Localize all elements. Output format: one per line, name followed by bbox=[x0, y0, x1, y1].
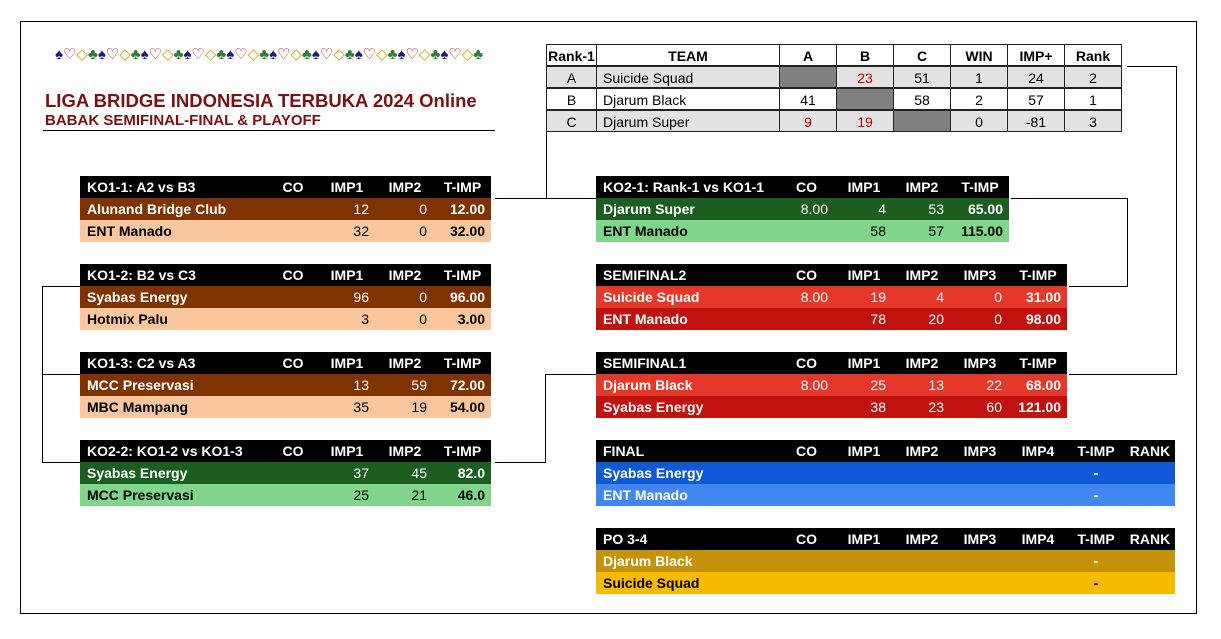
team-row bbox=[596, 550, 1175, 572]
match-title: SEMIFINAL1 bbox=[603, 355, 687, 371]
team-row bbox=[80, 286, 491, 308]
standings-cell-imp: 57 bbox=[1007, 88, 1065, 110]
cell-imp1: 35 bbox=[353, 399, 369, 415]
standings-cell-rank: 2 bbox=[1064, 66, 1122, 88]
cell-imp1 bbox=[835, 550, 893, 572]
cell-co: 8.00 bbox=[800, 201, 828, 217]
team-name: ENT Manado bbox=[603, 223, 688, 239]
connector-ko2-2-left bbox=[42, 462, 80, 463]
col-header-team: TEAM bbox=[596, 44, 780, 66]
cell-imp2: 59 bbox=[411, 377, 427, 393]
col-header-t-imp: T-IMP bbox=[443, 443, 482, 459]
col-header-imp1: IMP1 bbox=[847, 267, 881, 283]
cell-imp2: 0 bbox=[419, 311, 427, 327]
connector-ko2-2-right bbox=[495, 462, 546, 463]
cell-imp1: 37 bbox=[353, 465, 369, 481]
cell-co bbox=[778, 550, 835, 572]
standings-cell-win: 2 bbox=[950, 88, 1008, 110]
col-header-co: CO bbox=[796, 267, 817, 283]
cell-t-imp: 68.00 bbox=[1025, 377, 1061, 393]
cell-imp2: 53 bbox=[928, 201, 944, 217]
col-header-co: CO bbox=[796, 531, 817, 547]
cell-co: 8.00 bbox=[800, 377, 828, 393]
col-header-imp1: IMP1 bbox=[330, 443, 364, 459]
standings-row-id: B bbox=[546, 88, 597, 110]
cell-rank bbox=[1125, 462, 1175, 484]
team-row bbox=[596, 286, 1067, 308]
cell-t-imp: 72.00 bbox=[449, 377, 485, 393]
col-header-imp-plus: IMP+ bbox=[1007, 44, 1065, 66]
cell-imp3: 22 bbox=[986, 377, 1002, 393]
team-name: Djarum Black bbox=[603, 377, 693, 393]
cell-imp2 bbox=[893, 484, 951, 506]
col-header-rank1: Rank-1 bbox=[546, 44, 597, 66]
cell-imp3 bbox=[951, 462, 1009, 484]
col-header-imp1: IMP1 bbox=[330, 267, 364, 283]
match-title: SEMIFINAL2 bbox=[603, 267, 687, 283]
col-header-imp2: IMP2 bbox=[388, 179, 422, 195]
col-header-imp2: IMP2 bbox=[905, 267, 939, 283]
match-title: FINAL bbox=[603, 443, 645, 459]
table-header-row bbox=[80, 352, 491, 374]
standings-team: Djarum Super bbox=[596, 110, 780, 132]
standings-cell-c: 58 bbox=[893, 88, 951, 110]
cell-imp2: 19 bbox=[411, 399, 427, 415]
cell-co bbox=[268, 220, 318, 242]
standings-cell-win: 0 bbox=[950, 110, 1008, 132]
col-header-imp1: IMP1 bbox=[330, 179, 364, 195]
col-header-co: CO bbox=[282, 179, 304, 195]
standings-cell-self bbox=[836, 88, 894, 110]
cell-imp4 bbox=[1009, 462, 1067, 484]
cell-co bbox=[778, 220, 835, 242]
cell-co bbox=[268, 308, 318, 330]
col-header-rank: RANK bbox=[1129, 443, 1171, 459]
col-header-t-imp: T-IMP bbox=[1019, 355, 1057, 371]
cell-t-imp: 121.00 bbox=[1018, 399, 1061, 415]
cell-co bbox=[778, 396, 835, 418]
cell-imp1: 19 bbox=[870, 289, 886, 305]
col-header-t-imp: T-IMP bbox=[443, 179, 482, 195]
col-header-co: CO bbox=[282, 355, 304, 371]
cell-imp3 bbox=[951, 572, 1009, 594]
connector-semi2-right bbox=[1069, 286, 1128, 287]
cell-imp2: 23 bbox=[928, 399, 944, 415]
team-name: Syabas Energy bbox=[87, 465, 188, 481]
cell-imp3 bbox=[951, 550, 1009, 572]
cell-rank bbox=[1125, 550, 1175, 572]
cell-co bbox=[268, 484, 318, 506]
table-header-row bbox=[596, 352, 1067, 374]
col-header-t-imp: T-IMP bbox=[961, 179, 999, 195]
cell-co bbox=[778, 308, 835, 330]
team-row bbox=[596, 220, 1009, 242]
cell-t-imp: 96.00 bbox=[449, 289, 485, 305]
cell-imp2: 4 bbox=[936, 289, 944, 305]
cell-imp4 bbox=[1009, 550, 1067, 572]
team-row bbox=[80, 308, 491, 330]
standings-cell-c: 51 bbox=[893, 66, 951, 88]
cell-imp3: 0 bbox=[994, 311, 1002, 327]
col-header-imp4: IMP4 bbox=[1021, 443, 1055, 459]
standings-cell-self bbox=[779, 66, 837, 88]
col-header-imp1: IMP1 bbox=[847, 531, 881, 547]
connector-ko2-1-right bbox=[1011, 198, 1128, 199]
cell-imp3: 60 bbox=[986, 399, 1002, 415]
standings-cell-imp: 24 bbox=[1007, 66, 1065, 88]
connector-ko1-3-left bbox=[42, 374, 80, 375]
team-name: MBC Mampang bbox=[87, 399, 189, 415]
cell-co bbox=[268, 286, 318, 308]
table-header-row bbox=[80, 176, 491, 198]
col-header-imp3: IMP3 bbox=[963, 531, 997, 547]
cell-t-imp: 115.00 bbox=[960, 223, 1003, 239]
cell-imp1: 25 bbox=[870, 377, 886, 393]
standings-team: Djarum Black bbox=[596, 88, 780, 110]
team-row bbox=[80, 220, 491, 242]
cell-imp4 bbox=[1009, 484, 1067, 506]
col-header-imp2: IMP2 bbox=[905, 531, 939, 547]
cell-imp1: 58 bbox=[870, 223, 886, 239]
cell-co: 8.00 bbox=[800, 289, 828, 305]
title-underline bbox=[43, 130, 495, 131]
standings-cell-a: 41 bbox=[779, 88, 837, 110]
table-header-row bbox=[596, 440, 1175, 462]
cell-t-imp: - bbox=[1093, 553, 1099, 569]
col-header-co: CO bbox=[796, 355, 817, 371]
col-header-t-imp: T-IMP bbox=[443, 355, 482, 371]
col-header-c: C bbox=[893, 44, 951, 66]
standings-cell-imp: -81 bbox=[1007, 110, 1065, 132]
team-name: ENT Manado bbox=[603, 487, 688, 503]
cell-imp2: 57 bbox=[928, 223, 944, 239]
cell-imp1: 13 bbox=[353, 377, 369, 393]
col-header-imp1: IMP1 bbox=[847, 443, 881, 459]
connector-ko1-2-left bbox=[42, 286, 80, 287]
col-header-t-imp: T-IMP bbox=[1077, 531, 1115, 547]
connector-standings-right bbox=[1127, 66, 1177, 67]
cell-t-imp: 65.00 bbox=[967, 201, 1003, 217]
cell-imp2: 21 bbox=[411, 487, 427, 503]
cell-t-imp: - bbox=[1093, 487, 1099, 503]
col-header-imp4: IMP4 bbox=[1021, 531, 1055, 547]
team-row bbox=[596, 308, 1067, 330]
col-header-imp1: IMP1 bbox=[847, 355, 881, 371]
page-subtitle: BABAK SEMIFINAL-FINAL & PLAYOFF bbox=[45, 112, 321, 129]
cell-imp2: 20 bbox=[928, 311, 944, 327]
col-header-rank: RANK bbox=[1129, 531, 1171, 547]
col-header-imp3: IMP3 bbox=[963, 355, 997, 371]
cell-imp4 bbox=[1009, 572, 1067, 594]
col-header-imp3: IMP3 bbox=[963, 267, 997, 283]
cell-imp2: 0 bbox=[419, 289, 427, 305]
match-title: PO 3-4 bbox=[603, 531, 648, 547]
standings-cell-self bbox=[893, 110, 951, 132]
connector-ko2-1-down bbox=[1127, 198, 1128, 287]
cell-co bbox=[268, 396, 318, 418]
standings-row-id: C bbox=[546, 110, 597, 132]
cell-imp2 bbox=[893, 462, 951, 484]
connector-right-vertical bbox=[1176, 66, 1177, 375]
page-title: LIGA BRIDGE INDONESIA TERBUKA 2024 Online bbox=[45, 90, 477, 111]
cell-imp2: 0 bbox=[419, 223, 427, 239]
team-name: Suicide Squad bbox=[603, 575, 700, 591]
team-name: Djarum Black bbox=[603, 553, 693, 569]
cell-imp3 bbox=[951, 484, 1009, 506]
col-header-imp3: IMP3 bbox=[963, 443, 997, 459]
cell-imp2 bbox=[893, 550, 951, 572]
col-header-t-imp: T-IMP bbox=[443, 267, 482, 283]
col-header-imp2: IMP2 bbox=[905, 443, 939, 459]
cell-co bbox=[778, 462, 835, 484]
cell-imp1: 32 bbox=[353, 223, 369, 239]
standings-team: Suicide Squad bbox=[596, 66, 780, 88]
cell-co bbox=[268, 198, 318, 220]
col-header-imp1: IMP1 bbox=[330, 355, 364, 371]
cell-t-imp: 82.0 bbox=[457, 465, 485, 481]
standings-cell-rank: 1 bbox=[1064, 88, 1122, 110]
col-header-imp2: IMP2 bbox=[388, 267, 422, 283]
team-row bbox=[80, 396, 491, 418]
cell-imp1 bbox=[835, 484, 893, 506]
table-header-row bbox=[596, 176, 1009, 198]
team-name: Alunand Bridge Club bbox=[87, 201, 227, 217]
cell-rank bbox=[1125, 484, 1175, 506]
team-row bbox=[596, 572, 1175, 594]
match-title: KO1-2: B2 vs C3 bbox=[87, 267, 196, 283]
standings-row-id: A bbox=[546, 66, 597, 88]
cell-imp1: 25 bbox=[353, 487, 369, 503]
col-header-imp2: IMP2 bbox=[905, 179, 939, 195]
col-header-co: CO bbox=[282, 267, 304, 283]
suit-banner: ♠♡◇♣♠♡◇♣♠♡◇♣♠♡◇♣♠♡◇♣♠♡◇♣♠♡◇♣♠♡◇♣♠♡◇♣♠♡◇♣ bbox=[55, 46, 484, 63]
match-title: KO2-2: KO1-2 vs KO1-3 bbox=[87, 443, 243, 459]
match-title: KO1-3: C2 vs A3 bbox=[87, 355, 196, 371]
cell-t-imp: - bbox=[1093, 575, 1099, 591]
team-name: MCC Preservasi bbox=[87, 487, 194, 503]
match-title: KO1-1: A2 vs B3 bbox=[87, 179, 196, 195]
col-header-co: CO bbox=[282, 443, 304, 459]
team-name: Syabas Energy bbox=[87, 289, 188, 305]
cell-t-imp: - bbox=[1093, 465, 1099, 481]
team-name: Djarum Super bbox=[603, 201, 695, 217]
cell-imp1: 78 bbox=[870, 311, 886, 327]
cell-t-imp: 12.00 bbox=[449, 201, 485, 217]
table-header-row bbox=[596, 528, 1175, 550]
standings-cell-b: 19 bbox=[836, 110, 894, 132]
col-header-imp2: IMP2 bbox=[388, 443, 422, 459]
cell-imp2: 45 bbox=[411, 465, 427, 481]
team-name: Syabas Energy bbox=[603, 399, 704, 415]
team-row bbox=[596, 462, 1175, 484]
team-name: Syabas Energy bbox=[603, 465, 704, 481]
team-row bbox=[80, 198, 491, 220]
connector-to-semi1 bbox=[545, 374, 596, 375]
col-header-t-imp: T-IMP bbox=[1077, 443, 1115, 459]
team-row bbox=[596, 396, 1067, 418]
team-row bbox=[80, 374, 491, 396]
team-name: MCC Preservasi bbox=[87, 377, 194, 393]
cell-imp2: 13 bbox=[928, 377, 944, 393]
team-name: Hotmix Palu bbox=[87, 311, 168, 327]
cell-t-imp: 54.00 bbox=[449, 399, 485, 415]
col-header-co: CO bbox=[796, 443, 817, 459]
cell-imp1: 4 bbox=[878, 201, 886, 217]
cell-imp1 bbox=[835, 462, 893, 484]
cell-co bbox=[268, 462, 318, 484]
team-row bbox=[596, 374, 1067, 396]
team-name: ENT Manado bbox=[87, 223, 172, 239]
connector-ko2-2-up bbox=[545, 374, 546, 463]
cell-t-imp: 98.00 bbox=[1025, 311, 1061, 327]
cell-imp1: 96 bbox=[353, 289, 369, 305]
cell-t-imp: 3.00 bbox=[457, 311, 485, 327]
cell-rank bbox=[1125, 572, 1175, 594]
cell-t-imp: 46.0 bbox=[457, 487, 485, 503]
cell-imp3: 0 bbox=[994, 289, 1002, 305]
team-name: Suicide Squad bbox=[603, 289, 700, 305]
cell-co bbox=[268, 374, 318, 396]
cell-imp1: 12 bbox=[353, 201, 369, 217]
cell-imp1: 3 bbox=[361, 311, 369, 327]
standings-cell-b: 23 bbox=[836, 66, 894, 88]
col-header-co: CO bbox=[796, 179, 817, 195]
team-row bbox=[80, 462, 491, 484]
team-name: ENT Manado bbox=[603, 311, 688, 327]
cell-co bbox=[778, 484, 835, 506]
cell-t-imp: 31.00 bbox=[1025, 289, 1061, 305]
team-row bbox=[596, 484, 1175, 506]
standings-cell-a: 9 bbox=[779, 110, 837, 132]
cell-imp2: 0 bbox=[419, 201, 427, 217]
team-row bbox=[80, 484, 491, 506]
cell-co bbox=[778, 572, 835, 594]
col-header-rank: Rank bbox=[1064, 44, 1122, 66]
table-header-row bbox=[80, 440, 491, 462]
standings-cell-win: 1 bbox=[950, 66, 1008, 88]
standings-cell-rank: 3 bbox=[1064, 110, 1122, 132]
team-row bbox=[596, 198, 1009, 220]
col-header-win: WIN bbox=[950, 44, 1008, 66]
match-title: KO2-1: Rank-1 vs KO1-1 bbox=[603, 179, 765, 195]
cell-imp2 bbox=[893, 572, 951, 594]
col-header-imp2: IMP2 bbox=[388, 355, 422, 371]
col-header-imp2: IMP2 bbox=[905, 355, 939, 371]
col-header-imp1: IMP1 bbox=[847, 179, 881, 195]
table-header-row bbox=[596, 264, 1067, 286]
col-header-t-imp: T-IMP bbox=[1019, 267, 1057, 283]
cell-imp1: 38 bbox=[870, 399, 886, 415]
cell-imp1 bbox=[835, 572, 893, 594]
connector-semi1-right bbox=[1069, 374, 1177, 375]
cell-t-imp: 32.00 bbox=[449, 223, 485, 239]
connector-standings-drop bbox=[546, 132, 547, 199]
table-header-row bbox=[80, 264, 491, 286]
col-header-b: B bbox=[836, 44, 894, 66]
col-header-a: A bbox=[779, 44, 837, 66]
